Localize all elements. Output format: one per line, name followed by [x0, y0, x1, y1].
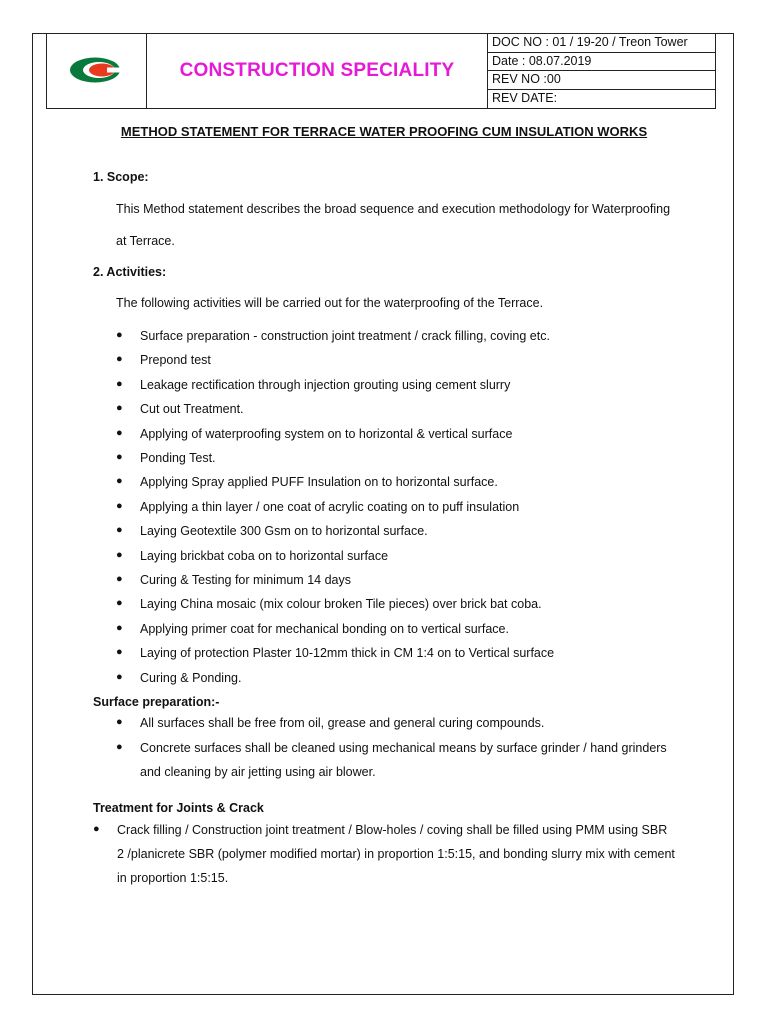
- rev-date: REV DATE:: [492, 90, 558, 105]
- company-name-cell: [147, 34, 488, 108]
- doc-number: DOC NO : 01 / 19-20 / Treon Tower: [488, 34, 715, 53]
- doc-date: Date : 08.07.2019: [488, 53, 715, 72]
- joints-text-line-3: in proportion 1:5:15.: [117, 871, 229, 885]
- company-name: CONSTRUCTION SPECIALITY: [179, 60, 455, 81]
- joints-heading: Treatment for Joints & Crack: [93, 801, 264, 815]
- activities-intro: The following activities will be carried out for the waterproofing of the Terrace.: [116, 296, 544, 310]
- surface-prep-heading: Surface preparation:-: [93, 695, 220, 709]
- bullet-icon: ●: [116, 621, 123, 634]
- list-item-text: Crack filling / Construction joint treatment / Blow-holes / coving shall be filled using PMM using SBR: [117, 823, 668, 837]
- list-item-text: Applying primer coat for mechanical bonding on to vertical surface.: [140, 621, 509, 636]
- bullet-icon: ●: [116, 329, 123, 341]
- bullet-icon: ●: [116, 451, 123, 463]
- scope-text-line-1: This Method statement describes the broad sequence and execution methodology for Waterproofing: [116, 202, 671, 216]
- document-header: [46, 33, 716, 109]
- activities-heading: 2. Activities:: [93, 265, 167, 279]
- list-item-text: Surface preparation - construction joint treatment / crack filling, coving etc.: [140, 329, 550, 343]
- bullet-icon: ●: [116, 353, 123, 366]
- list-item-text: Concrete surfaces shall be cleaned using mechanical means by surface grinder / hand grinders: [140, 741, 667, 755]
- list-item-text: Laying Geotextile 300 Gsm on to horizontal surface.: [140, 524, 428, 539]
- company-logo-icon: [69, 56, 121, 84]
- scope-text-line-2: at Terrace.: [116, 234, 175, 248]
- list-item-text: Curing & Testing for minimum 14 days: [140, 573, 351, 587]
- bullet-icon: ●: [116, 597, 123, 610]
- bullet-icon: ●: [116, 716, 123, 728]
- list-item-text: Cut out Treatment.: [140, 402, 244, 417]
- logo-cell: [47, 34, 147, 108]
- list-item-text: Leakage rectification through injection grouting using cement slurry: [140, 377, 511, 392]
- list-item-text: Laying of protection Plaster 10-12mm thick in CM 1:4 on to Vertical surface: [140, 646, 555, 661]
- list-item-text: All surfaces shall be free from oil, grease and general curing compounds.: [140, 716, 545, 730]
- doc-meta-table: [488, 34, 715, 108]
- rev-number: REV NO :00: [488, 71, 715, 90]
- bullet-icon: ●: [116, 741, 123, 753]
- list-item-text: Applying Spray applied PUFF Insulation on to horizontal surface.: [140, 475, 498, 490]
- bullet-icon: ●: [116, 499, 123, 512]
- bullet-icon: ●: [116, 670, 123, 683]
- bullet-icon: ●: [116, 426, 123, 439]
- document-title: METHOD STATEMENT FOR TERRACE WATER PROOFING CUM INSULATION WORKS: [120, 124, 648, 139]
- bullet-icon: ●: [116, 646, 123, 659]
- bullet-icon: ●: [116, 524, 123, 537]
- list-item-text: Applying a thin layer / one coat of acrylic coating on to puff insulation: [140, 499, 520, 514]
- list-item-text: Applying of waterproofing system on to horizontal & vertical surface: [140, 426, 513, 441]
- bullet-icon: ●: [116, 573, 123, 585]
- list-item-text: Prepond test: [140, 353, 211, 368]
- bullet-icon: ●: [116, 475, 123, 488]
- bullet-icon: ●: [116, 402, 123, 415]
- list-item-text: Laying China mosaic (mix colour broken Tile pieces) over brick bat coba.: [140, 597, 542, 612]
- list-item-continuation: and cleaning by air jetting using air blower.: [140, 765, 376, 779]
- scope-heading: 1. Scope:: [93, 170, 149, 184]
- list-item-text: Curing & Ponding.: [140, 670, 242, 685]
- bullet-icon: ●: [93, 823, 100, 835]
- bullet-icon: ●: [116, 377, 123, 390]
- bullet-icon: ●: [116, 548, 123, 561]
- list-item-text: Ponding Test.: [140, 451, 216, 465]
- joints-text-line-2: 2 /planicrete SBR (polymer modified mortar) in proportion 1:5:15, and bonding slurry mix with cement: [117, 847, 675, 861]
- list-item-text: Laying brickbat coba on to horizontal surface: [140, 548, 389, 563]
